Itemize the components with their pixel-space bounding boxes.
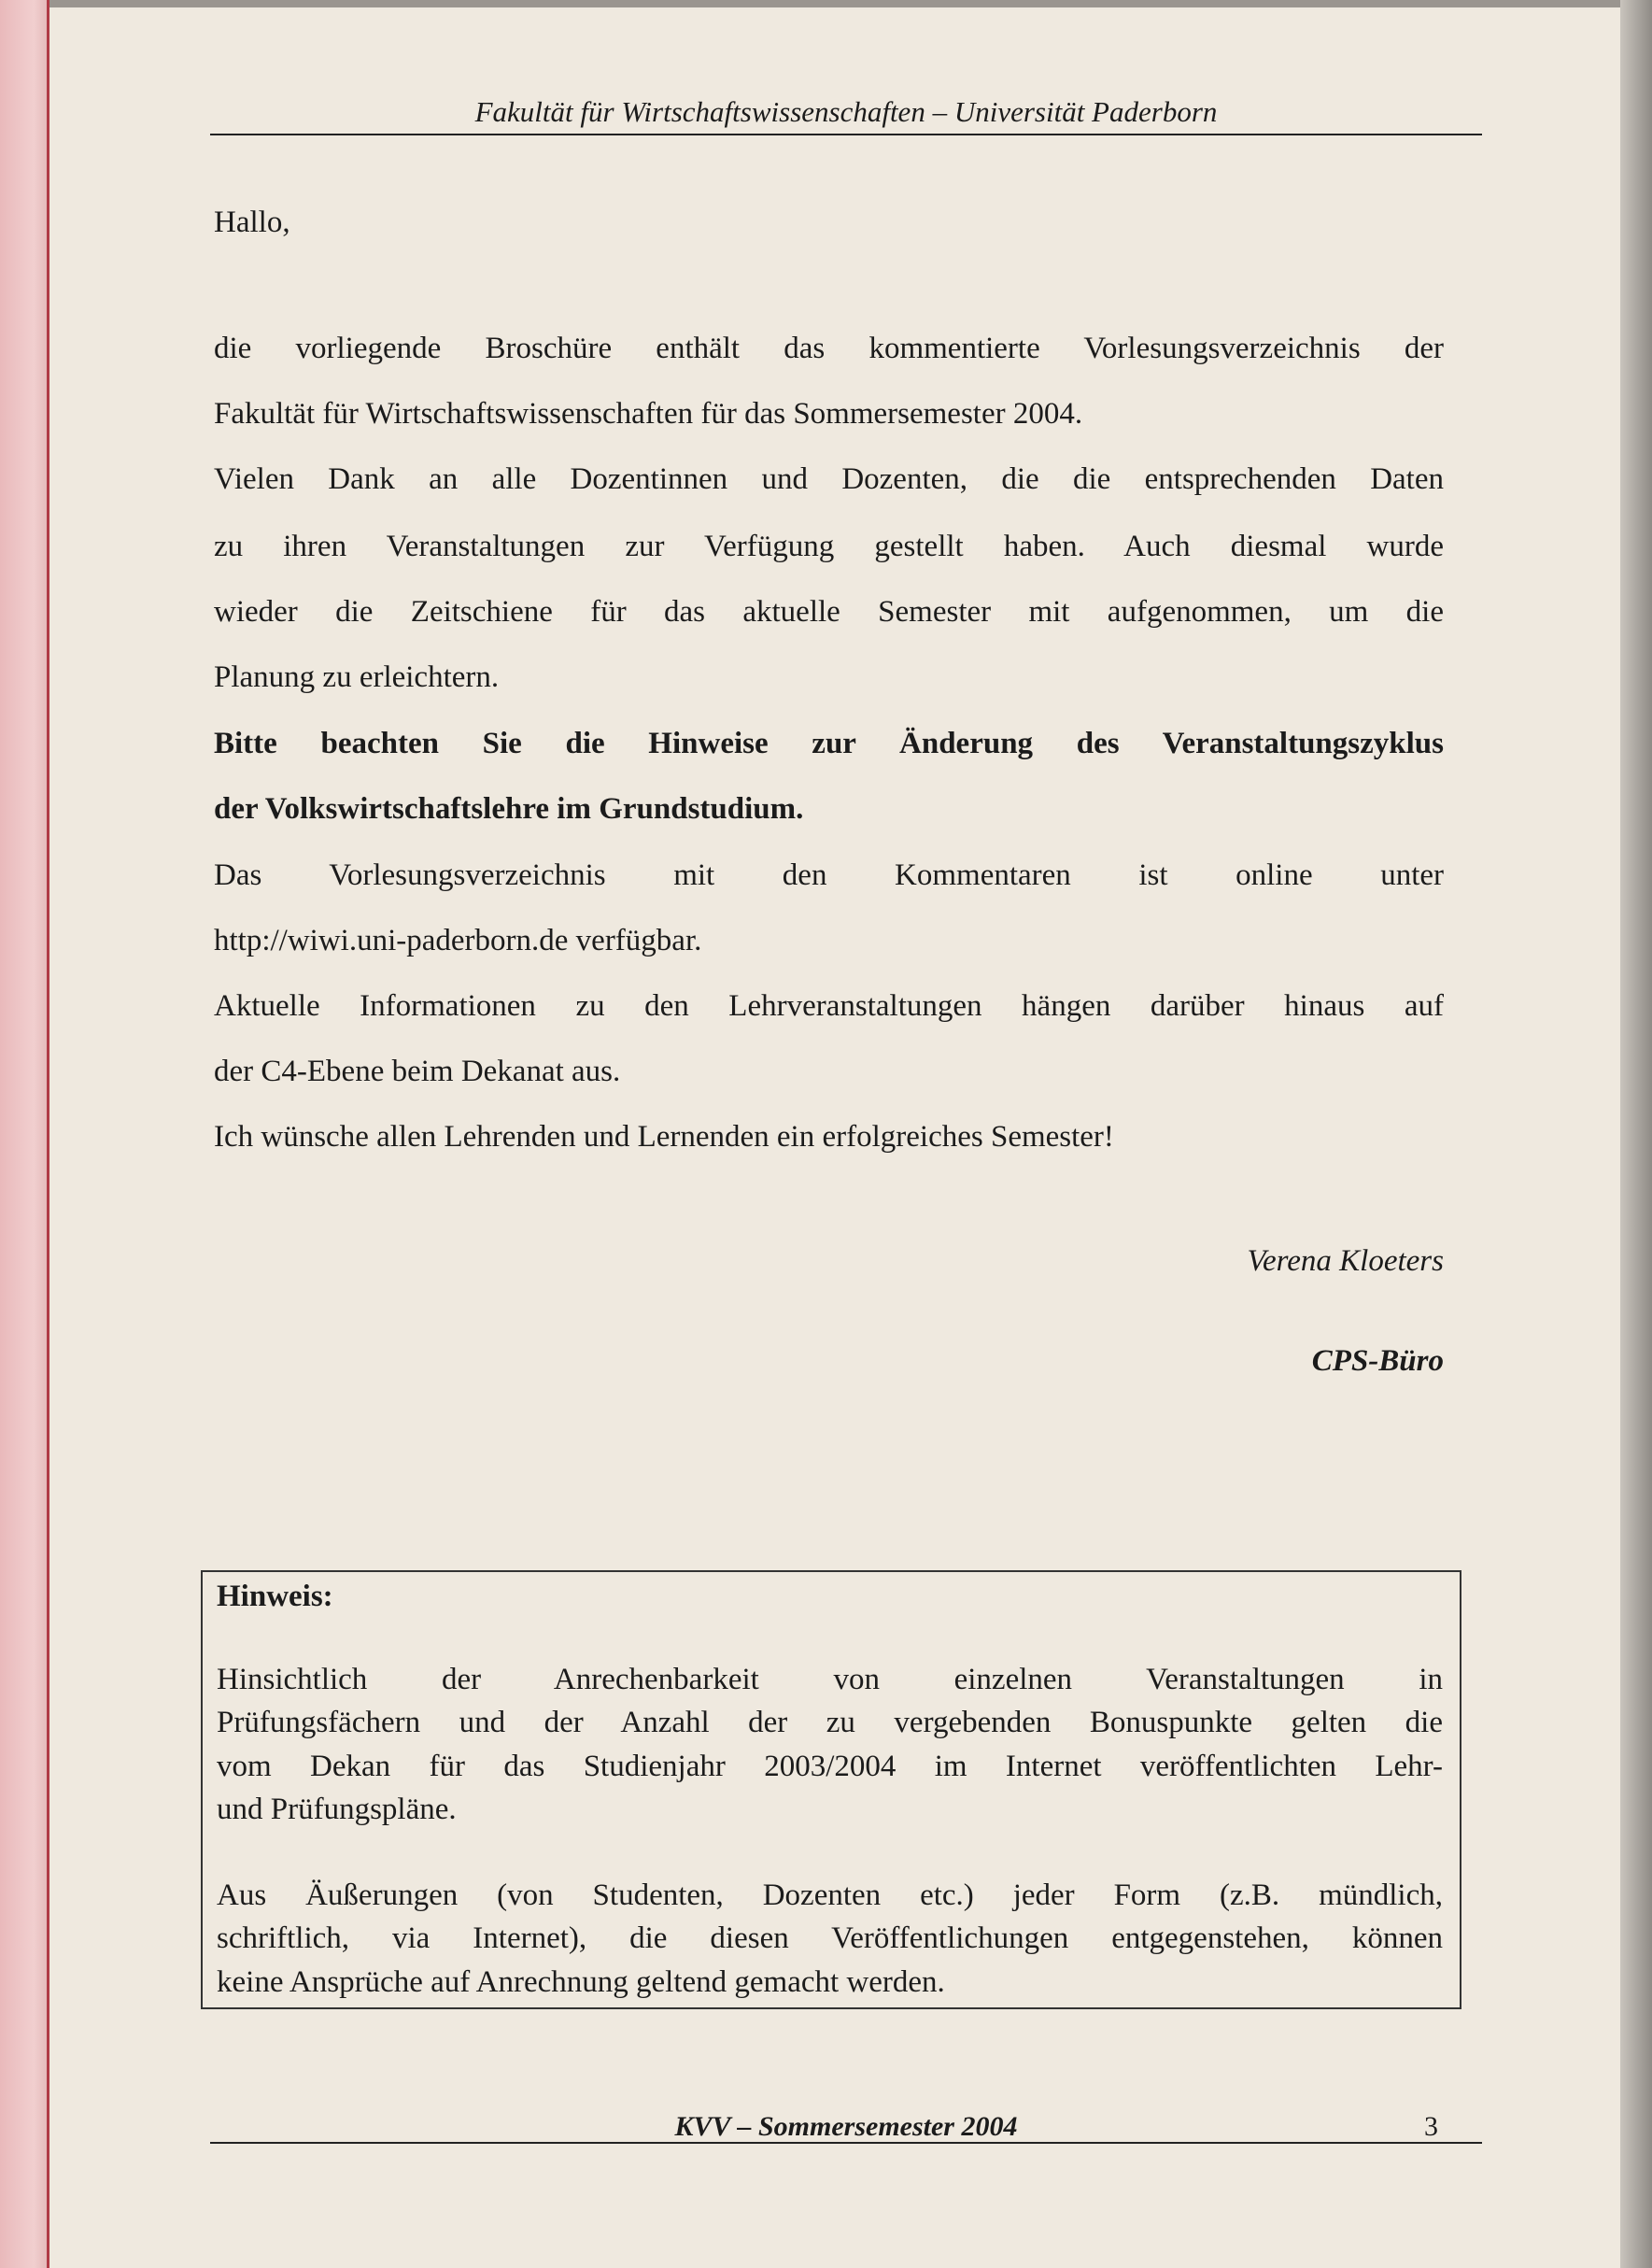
body-line: zu ihren Veranstaltungen zur Verfügung gestellt haben. Auch diesmal wurde bbox=[214, 530, 1444, 563]
notice-line: Aus Äußerungen (von Studenten, Dozenten etc.) jeder Form (z.B. mündlich, bbox=[217, 1878, 1443, 1912]
body-line: Planung zu erleichtern. bbox=[214, 660, 500, 694]
greeting: Hallo, bbox=[214, 206, 290, 239]
notice-line: Prüfungsfächern und der Anzahl der zu vergebenden Bonuspunkte gelten die bbox=[217, 1706, 1443, 1739]
body-line: Fakultät für Wirtschaftswissenschaften für das Sommersemester 2004. bbox=[214, 397, 1083, 431]
body-line: wieder die Zeitschiene für das aktuelle Semester mit aufgenommen, um die bbox=[214, 595, 1444, 629]
notice-line: schriftlich, via Internet), die diesen Veröffentlichungen entgegenstehen, können bbox=[217, 1921, 1443, 1955]
body-line: Das Vorlesungsverzeichnis mit den Kommentaren ist online unter bbox=[214, 858, 1444, 892]
scan-right-edge bbox=[1620, 0, 1652, 2268]
body-line: der C4-Ebene beim Dekanat aus. bbox=[214, 1055, 621, 1088]
binding-strip bbox=[0, 0, 49, 2268]
signature-office: CPS-Büro bbox=[1311, 1344, 1444, 1378]
notice-line: Hinsichtlich der Anrechenbarkeit von einzelnen Veranstaltungen in bbox=[217, 1663, 1443, 1696]
scan-top-edge bbox=[0, 0, 1652, 7]
page-number: 3 bbox=[1424, 2111, 1438, 2142]
running-header: Fakultät für Wirtschaftswissenschaften – Universität Paderborn bbox=[474, 95, 1218, 128]
header-rule bbox=[210, 134, 1482, 135]
body-line: Vielen Dank an alle Dozentinnen und Dozenten, die die entsprechenden Daten bbox=[214, 462, 1444, 496]
notice-line: vom Dekan für das Studienjahr 2003/2004 im Internet veröffentlichten Lehr- bbox=[217, 1750, 1443, 1783]
notice-line: keine Ansprüche auf Anrechnung geltend gemacht werden. bbox=[217, 1965, 945, 1999]
body-line: Bitte beachten Sie die Hinweise zur Änderung des Veranstaltungszyklus bbox=[214, 727, 1444, 760]
footer-rule bbox=[210, 2142, 1482, 2144]
notice-line: und Prüfungspläne. bbox=[217, 1793, 457, 1826]
body-line: http://wiwi.uni-paderborn.de verfügbar. bbox=[214, 924, 702, 957]
body-line: Aktuelle Informationen zu den Lehrveranstaltungen hängen darüber hinaus auf bbox=[214, 989, 1444, 1023]
running-footer: KVV – Sommersemester 2004 bbox=[674, 2111, 1018, 2142]
body-line: Ich wünsche allen Lehrenden und Lernenden ein erfolgreiches Semester! bbox=[214, 1120, 1114, 1154]
signature-name: Verena Kloeters bbox=[1247, 1244, 1444, 1278]
notice-title: Hinweis: bbox=[217, 1580, 333, 1613]
body-line: der Volkswirtschaftslehre im Grundstudium. bbox=[214, 792, 804, 826]
body-line: die vorliegende Broschüre enthält das kommentierte Vorlesungsverzeichnis der bbox=[214, 332, 1444, 365]
